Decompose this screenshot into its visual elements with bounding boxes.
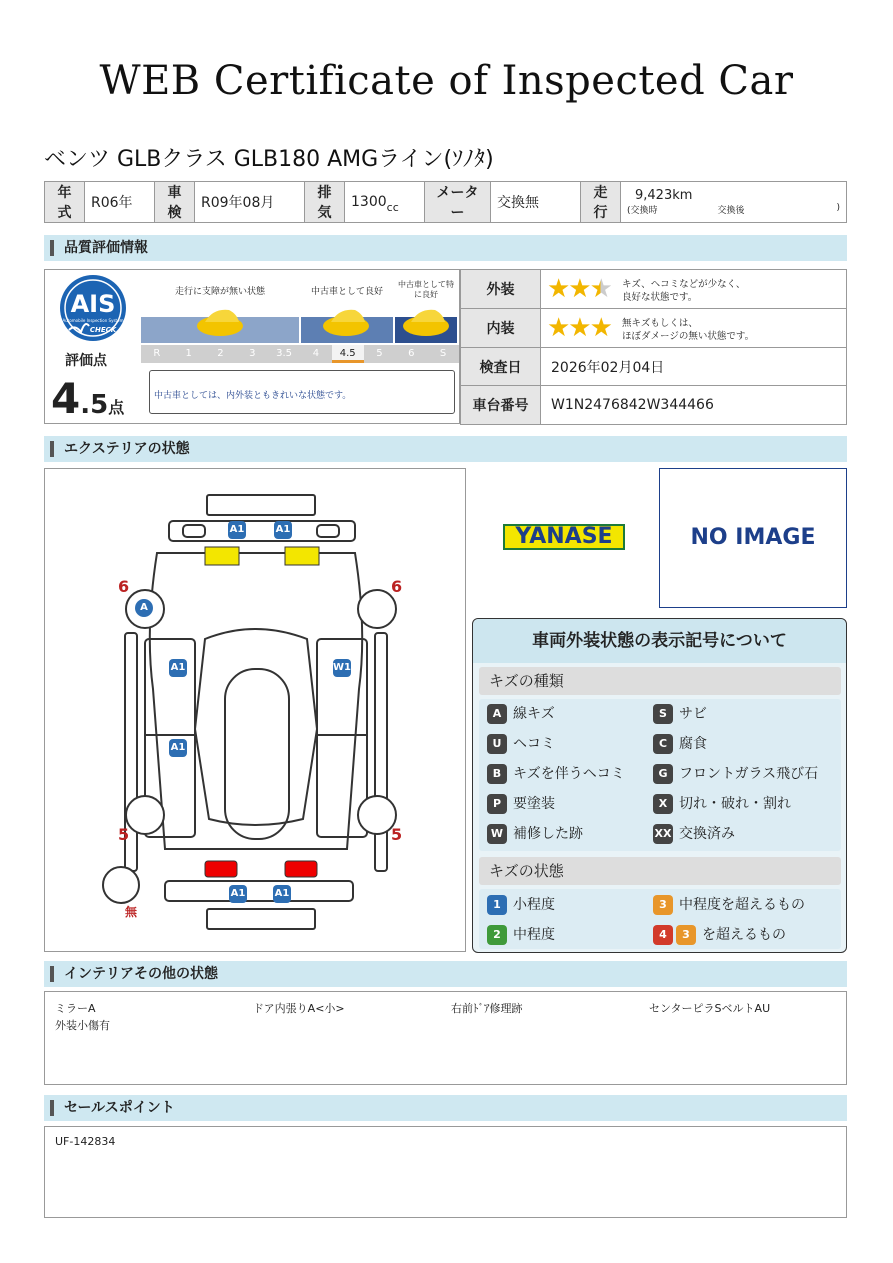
car-icon-3 [401,302,451,338]
mileage-cell [621,182,847,223]
legend-levels-title: キズの状態 [479,857,841,885]
car-icon-2 [321,302,371,338]
exterior-text-1: キズ、ヘコミなどが少なく、 [622,279,746,290]
damage-tag-6: A1 [169,739,187,757]
score [51,374,124,423]
displacement-value [345,182,425,223]
level-1: 1 小程度 [487,894,555,915]
year-label: 年式 [45,182,85,223]
type-p: P 要塗装 [487,793,555,814]
inspection-value: R09年08月 [195,182,305,223]
mileage-label: 走行 [581,182,621,223]
interior-notes [44,991,847,1085]
level-4: 4 3 を超えるもの [653,924,786,945]
scale-marks [141,345,459,363]
tire-front-right: 6 [391,577,403,596]
score-big: 4 [51,374,81,423]
damage-tag-4: A1 [169,659,187,677]
scale-mark-4-5: 4.5 [332,345,364,363]
car-icon-1 [195,302,245,338]
displacement-label: 排気 [305,182,345,223]
tire-rear-left: 5 [118,825,130,844]
section-sales: セールスポイント [44,1095,847,1121]
scale-mark-4: 4 [312,348,320,359]
exterior-rating [541,270,847,309]
ais-logo [55,272,131,346]
inspection-label: 車検 [155,182,195,223]
interior-note-1: ミラーA [55,1002,96,1015]
section-exterior: エクステリアの状態 [44,436,847,462]
scale-header-3: 中古車として特に良好 [398,280,454,299]
interior-note-5: 外装小傷有 [55,1019,110,1032]
scale-mark-6: 6 [408,348,415,359]
grade-scale [141,272,459,362]
displacement-unit: cc [386,201,399,214]
interior-note-2: ドア内張りA<小> [253,1002,345,1015]
grade-panel [44,269,460,424]
meter-label: メーター [425,182,491,223]
type-g: G フロントガラス飛び石 [653,763,818,784]
logo-sub: Automobile Inspection System [62,318,124,323]
scale-mark-5: 5 [376,348,383,359]
legend-title: 車両外装状態の表示記号について [473,619,846,663]
mileage-sub-after: 交換後 [717,206,745,216]
grade-comment: 中古車としては、内外装ともきれいな状態です。 [149,370,455,414]
scale-header-2: 中古車として良好 [310,287,383,297]
car-diagram [44,468,466,952]
interior-note-4: センターピラSベルトAU [649,1002,771,1015]
section-interior: インテリアその他の状態 [44,961,847,987]
mileage-sub-before: (交換時 [627,206,658,216]
interior-text-1: 無キズもしくは、 [622,318,698,329]
logo-check: CHECK [89,326,117,334]
section-quality: 品質評価情報 [44,235,847,261]
page-title: WEB Certificate of Inspected Car [99,58,794,104]
type-c: C 腐食 [653,733,707,754]
logo-text: AIS [70,290,116,318]
sales-point-box [44,1126,847,1218]
inspection-date: 2026年02月04日 [541,348,847,386]
scale-mark-R: R [153,348,161,359]
scale-mark-3: 3 [249,348,256,359]
legend-types-title: キズの種類 [479,667,841,695]
damage-tag-1: A1 [228,521,246,539]
damage-tag-7: A1 [229,885,247,903]
date-label: 検査日 [461,348,541,386]
displacement-number: 1300 [351,194,387,210]
type-xx: XX 交換済み [654,826,735,842]
no-image: NO IMAGE [659,468,847,608]
tire-front-left: 6 [118,577,130,596]
type-u: U ヘコミ [487,733,555,754]
mileage-sub-close: ) [836,203,840,213]
level-3: 3 中程度を超えるもの [653,894,805,915]
car-name: ベンツ GLBクラス GLB180 AMGライン(ｿﾉﾀ) [44,147,494,172]
exterior-label: 外装 [461,270,541,309]
exterior-text-2: 良好な状態です。 [622,292,698,303]
type-x: X 切れ・破れ・割れ [653,793,791,814]
tire-rear-right: 5 [391,825,403,844]
type-s: S サビ [653,703,707,724]
interior-label: 内装 [461,309,541,348]
spec-table [44,181,847,223]
sales-point: UF-142834 [55,1135,116,1148]
mileage-value: 9,423km [635,188,693,203]
scale-mark-2: 2 [217,348,224,359]
damage-tag-8: A1 [273,885,291,903]
year-value: R06年 [85,182,155,223]
damage-tag-3: A [135,599,153,617]
interior-rating [541,309,847,348]
level-2: 2 中程度 [487,924,555,945]
score-label: 評価点 [65,353,107,369]
damage-tag-5: W1 [333,659,351,677]
score-decimal: .5 [80,390,109,420]
type-w: W 補修した跡 [487,823,583,844]
ratings-table [460,269,847,425]
interior-note-3: 右前ﾄﾞｱ修理跡 [451,1002,523,1015]
spare-tire: 無 [125,905,138,919]
type-b: B キズを伴うヘコミ [487,763,625,784]
score-unit: 点 [108,398,125,417]
interior-text-2: ほぼダメージの無い状態です。 [622,331,755,342]
type-a: A 線キズ [487,703,555,724]
dealer-logo: YANASE [503,524,625,550]
scale-mark-3-5: 3.5 [276,348,293,359]
car-outline [45,469,465,951]
scale-mark-S: S [439,348,447,359]
legend-panel [472,618,847,953]
vin-value: W1N2476842W344466 [541,386,847,425]
interior-stars: ★★★ [547,313,611,343]
exterior-stars: ★★★ [547,274,611,304]
scale-mark-1: 1 [185,348,192,359]
damage-tag-2: A1 [274,521,292,539]
vin-label: 車台番号 [461,386,541,425]
scale-header-1: 走行に支障が無い状態 [174,287,265,297]
meter-value: 交換無 [491,182,581,223]
